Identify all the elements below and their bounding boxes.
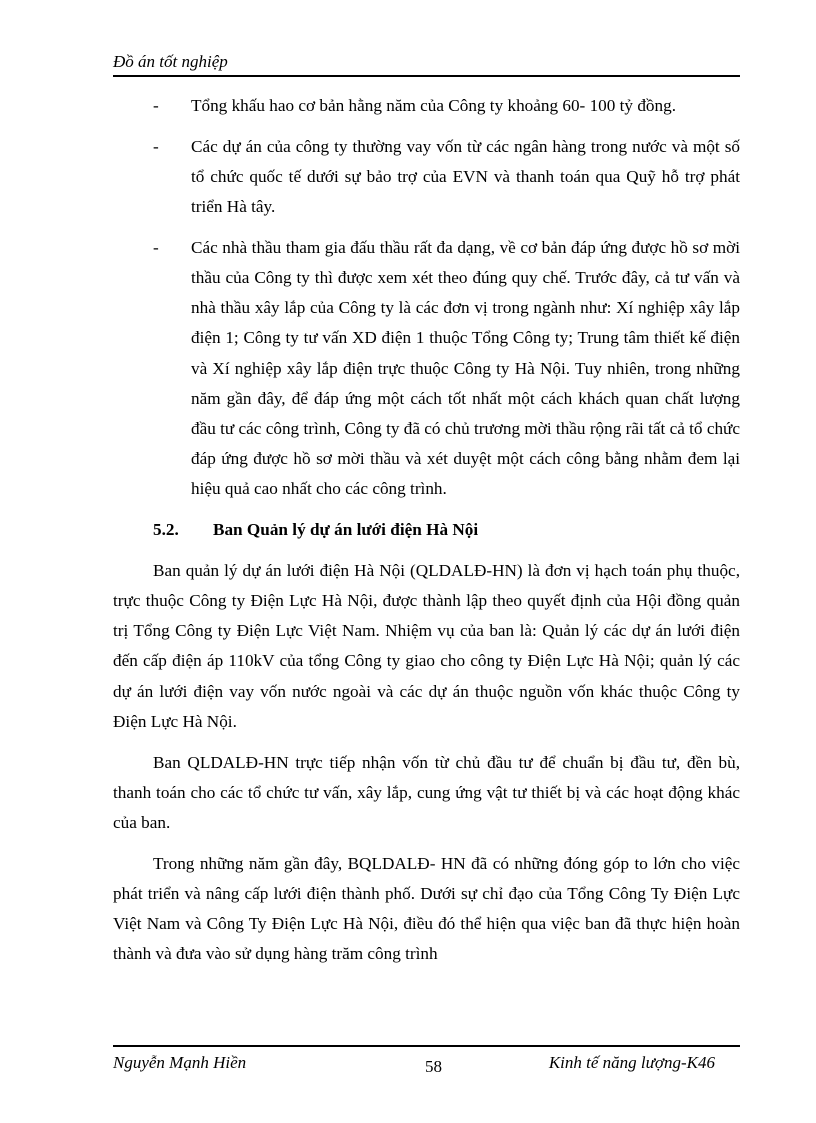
document-body [113, 91, 740, 980]
bullet-paragraph [113, 132, 740, 223]
section-title: Ban Quản lý dự án lưới điện Hà Nội [213, 520, 479, 540]
bullet-text: Tổng khấu hao cơ bản hằng năm của Công ty khoảng 60- 100 tỷ đồng. [191, 96, 676, 115]
footer-course: Kinh tế năng lượng-K46 [548, 1053, 715, 1072]
section-number: 5.2. [153, 520, 179, 540]
body-paragraph: Trong những năm gần đây, BQLDALĐ- HN đã có những đóng góp to lớn cho việc phát triển và nâng cấp lưới điện thành phố. Dưới sự chỉ đạo của Tổng Công Ty Điện Lực Việt Nam và Công Ty Điện Lực Hà Nội, điều đó thể hiện qua việc ban đã thực hiện hoàn thành và đưa vào sử dụng hàng trăm công trình [113, 853, 740, 964]
bullet-text: Các dự án của công ty thường vay vốn từ các ngân hàng trong nước và một số tổ chức quốc tế dưới sự bảo trợ của EVN và thanh toán qua Quỹ hỗ trợ phát triển Hà tây. [191, 136, 740, 217]
header-title: Đồ án tốt nghiệp [113, 52, 228, 71]
bullet-dash: - [153, 96, 159, 115]
body-paragraph: Ban quản lý dự án lưới điện Hà Nội (QLDALĐ-HN) là đơn vị hạch toán phụ thuộc, trực thuộc Công ty Điện Lực Hà Nội, được thành lập theo quyết định của Hội đồng quản trị Tổng Công ty Điện Lực Việt Nam. Nhiệm vụ của ban là: Quản lý các dự án lưới điện đến cấp điện áp 110kV của tổng Công ty giao cho công ty Điện Lực Hà Nội; quản lý các dự án lưới điện vay vốn nước ngoài và các dự án thuộc nguồn vốn khác thuộc Công ty Điện Lực Hà Nội. [113, 560, 740, 731]
bullet-dash: - [153, 136, 159, 156]
bullet-dash: - [153, 237, 159, 257]
page-number: 58 [425, 1057, 442, 1076]
footer-divider [113, 1045, 740, 1047]
header-divider [113, 75, 740, 77]
footer-author: Nguyễn Mạnh Hiền [113, 1053, 247, 1072]
section-heading [113, 515, 740, 545]
bullet-text: Các nhà thầu tham gia đấu thầu rất đa dạng, về cơ bản đáp ứng được hồ sơ mời thầu của Công ty thì được xem xét theo đúng quy chế. Trước đây, cả tư vấn và nhà thầu xây lắp của Công ty là các đơn vị trong ngành như: Xí nghiệp xây lắp điện 1; Công ty tư vấn XD điện 1 thuộc Tổng Công ty; Trung tâm thiết kế điện và Xí nghiệp xây lắp điện trực thuộc Công ty Hà Nội. Tuy nhiên, trong những năm gần đây, để đáp ứng một cách tốt nhất một cách khách quan chất lượng đầu tư các công trình, Công ty đã có chủ trương mời thầu rộng rãi tất cả tổ chức đáp ứng được hồ sơ mời thầu và xét duyệt một cách công bằng nhằm đem lại hiệu quả cao nhất cho các công trình. [191, 237, 740, 499]
body-paragraph: Ban QLDALĐ-HN trực tiếp nhận vốn từ chủ đầu tư để chuẩn bị đầu tư, đền bù, thanh toán cho các tổ chức tư vấn, xây lắp, cung ứng vật tư thiết bị và các hoạt động khác của ban. [113, 752, 740, 832]
bullet-paragraph [113, 233, 740, 505]
bullet-paragraph [113, 91, 740, 121]
